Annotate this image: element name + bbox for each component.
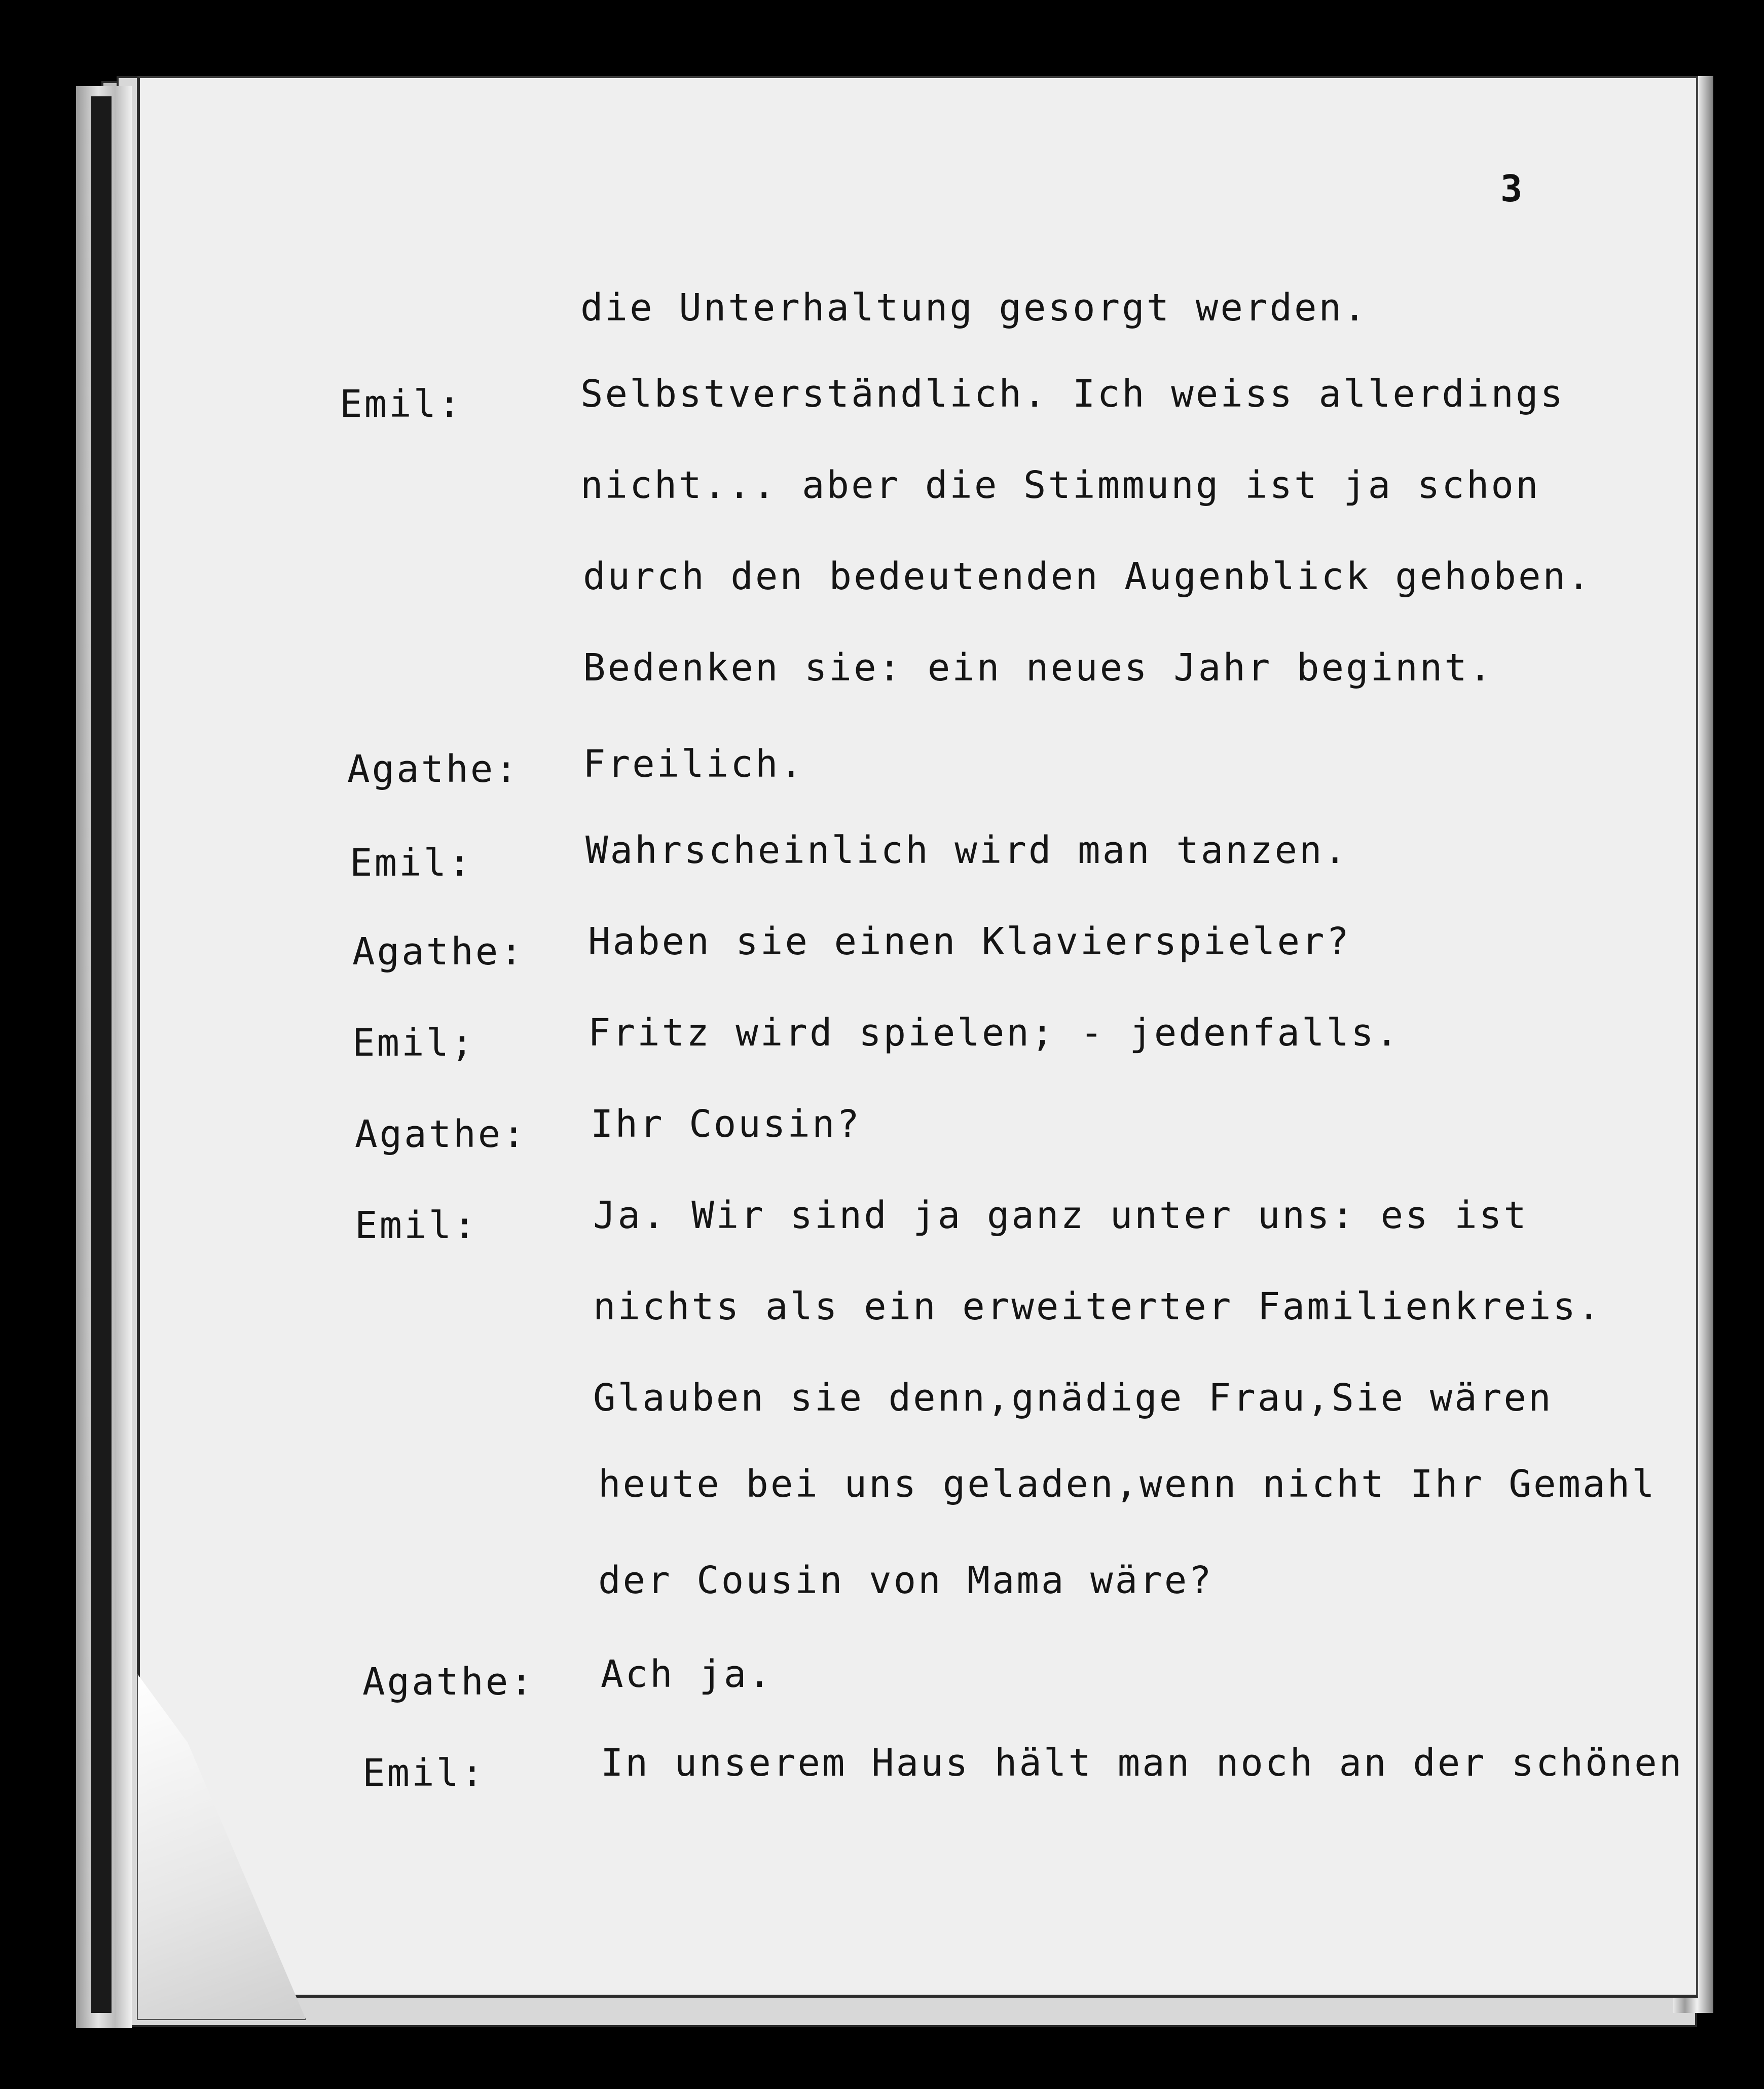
dialogue-line: nichts als ein erweiterter Familienkreis. [593, 1285, 1602, 1328]
dialogue-line: Selbstverständlich. Ich weiss allerdings [580, 372, 1565, 416]
speaker-label: Agathe: [352, 930, 525, 974]
dialogue-line: der Cousin von Mama wäre? [598, 1559, 1214, 1602]
speaker-label: Emil: [355, 1204, 478, 1247]
dialogue-line: Ja. Wir sind ja ganz unter uns: es ist [593, 1194, 1528, 1237]
dialogue-line: heute bei uns geladen,wenn nicht Ihr Gemahl [598, 1462, 1657, 1506]
speaker-label: Emil: [362, 1751, 486, 1795]
speaker-label: Emil: [340, 382, 463, 426]
dialogue-line: Wahrscheinlich wird man tanzen. [585, 829, 1349, 872]
dialogue-line: Ach ja. [601, 1652, 773, 1696]
speaker-label: Emil; [352, 1021, 475, 1065]
dialogue-line: In unserem Haus hält man noch an der schönen [601, 1741, 1684, 1785]
page-number: 3 [1500, 167, 1523, 210]
dialogue-line: Glauben sie denn,gnädige Frau,Sie wären [593, 1376, 1553, 1420]
dialogue-line: Fritz wird spielen; - jedenfalls. [588, 1011, 1401, 1055]
speaker-label: Emil: [350, 841, 473, 885]
dialogue-line: durch den bedeutenden Augenblick gehoben. [583, 555, 1592, 598]
dialogue-line: Ihr Cousin? [591, 1102, 862, 1146]
speaker-label: Agathe: [347, 747, 520, 791]
dialogue-line: Haben sie einen Klavierspieler? [588, 920, 1351, 963]
dialogue-line: nicht... aber die Stimmung ist ja schon [580, 463, 1540, 507]
speaker-label: Agathe: [355, 1112, 527, 1156]
dialogue-line: die Unterhaltung gesorgt werden. [580, 286, 1368, 330]
dialogue-line: Freilich. [583, 742, 804, 786]
speaker-label: Agathe: [362, 1660, 535, 1704]
dialogue-line: Bedenken sie: ein neues Jahr beginnt. [583, 646, 1494, 690]
